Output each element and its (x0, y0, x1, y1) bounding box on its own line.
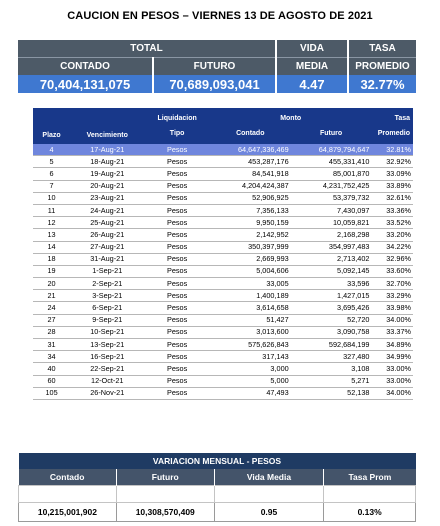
cell-futuro: 85,001,870 (291, 168, 372, 180)
cell-contado: 4,204,424,387 (210, 180, 291, 192)
monthly-header-contado: Contado (19, 469, 117, 486)
cell-vencimiento: 16-Sep-21 (70, 351, 144, 363)
cell-vencimiento: 23-Aug-21 (70, 192, 144, 204)
cell-futuro: 455,331,410 (291, 156, 372, 168)
cell-plazo: 6 (33, 168, 70, 180)
cell-plazo: 11 (33, 204, 70, 216)
cell-contado: 33,005 (210, 278, 291, 290)
cell-contado: 51,427 (210, 314, 291, 326)
cell-futuro: 3,108 (291, 363, 372, 375)
cell-contado: 2,669,993 (210, 253, 291, 265)
monthly-header-vida: Vida Media (214, 469, 324, 486)
cell-tipo: Pesos (144, 290, 210, 302)
cell-vencimiento: 13-Sep-21 (70, 339, 144, 351)
monthly-contado-value: 10,215,001,902 (19, 503, 117, 522)
monthly-header-tasa: Tasa Prom (324, 469, 416, 486)
cell-contado: 84,541,918 (210, 168, 291, 180)
cell-plazo: 27 (33, 314, 70, 326)
header-monto: Monto (210, 108, 372, 122)
cell-tasa: 33.98% (371, 302, 413, 314)
cell-contado: 317,143 (210, 351, 291, 363)
cell-vencimiento: 10-Sep-21 (70, 326, 144, 338)
cell-plazo: 19 (33, 265, 70, 277)
monthly-title: VARIACION MENSUAL - PESOS (19, 453, 416, 469)
cell-futuro: 4,231,752,425 (291, 180, 372, 192)
cell-contado: 3,013,600 (210, 326, 291, 338)
cell-contado: 575,626,843 (210, 339, 291, 351)
cell-futuro: 354,997,483 (291, 241, 372, 253)
cell-futuro: 7,430,097 (291, 204, 372, 216)
table-row (33, 229, 413, 241)
cell-tipo: Pesos (144, 314, 210, 326)
table-row (33, 387, 413, 399)
cell-futuro: 1,427,015 (291, 290, 372, 302)
table-row (33, 192, 413, 204)
cell-plazo: 20 (33, 278, 70, 290)
table-row (33, 156, 413, 168)
table-row (33, 265, 413, 277)
cell-tipo: Pesos (144, 229, 210, 241)
cell-contado: 7,356,133 (210, 204, 291, 216)
cell-plazo: 28 (33, 326, 70, 338)
table-row (33, 363, 413, 375)
cell-tipo: Pesos (144, 204, 210, 216)
cell-tasa: 32.96% (371, 253, 413, 265)
cell-tipo: Pesos (144, 278, 210, 290)
cell-vencimiento: 1-Sep-21 (70, 265, 144, 277)
tasa-promedio-value: 32.77% (348, 75, 416, 93)
cell-vencimiento: 22-Sep-21 (70, 363, 144, 375)
table-row (33, 375, 413, 387)
cell-plazo: 13 (33, 229, 70, 241)
promedio-label: PROMEDIO (348, 58, 416, 76)
vida-label: VIDA (276, 40, 348, 58)
cell-vencimiento: 18-Aug-21 (70, 156, 144, 168)
cell-futuro: 52,720 (291, 314, 372, 326)
cell-vencimiento: 31-Aug-21 (70, 253, 144, 265)
caucion-table (33, 108, 413, 400)
cell-contado: 1,400,189 (210, 290, 291, 302)
cell-contado: 5,000 (210, 375, 291, 387)
cell-vencimiento: 12-Oct-21 (70, 375, 144, 387)
table-row (33, 290, 413, 302)
cell-plazo: 4 (33, 144, 70, 156)
cell-tipo: Pesos (144, 375, 210, 387)
cell-plazo: 21 (33, 290, 70, 302)
table-row (33, 314, 413, 326)
cell-plazo: 14 (33, 241, 70, 253)
table-row (33, 302, 413, 314)
tasa-label: TASA (348, 40, 416, 58)
cell-futuro: 327,480 (291, 351, 372, 363)
cell-plazo: 40 (33, 363, 70, 375)
cell-tipo: Pesos (144, 156, 210, 168)
cell-tipo: Pesos (144, 302, 210, 314)
table-row (33, 180, 413, 192)
summary-table (18, 40, 416, 93)
cell-tasa: 32.70% (371, 278, 413, 290)
total-label: TOTAL (18, 40, 276, 58)
cell-contado: 47,493 (210, 387, 291, 399)
cell-futuro: 33,596 (291, 278, 372, 290)
cell-futuro: 5,092,145 (291, 265, 372, 277)
cell-tipo: Pesos (144, 180, 210, 192)
cell-tipo: Pesos (144, 265, 210, 277)
cell-tipo: Pesos (144, 339, 210, 351)
cell-tasa: 33.09% (371, 168, 413, 180)
table-row (33, 326, 413, 338)
cell-tasa: 33.00% (371, 363, 413, 375)
cell-tasa: 34.22% (371, 241, 413, 253)
cell-tasa: 34.89% (371, 339, 413, 351)
cell-contado: 52,906,925 (210, 192, 291, 204)
cell-tipo: Pesos (144, 253, 210, 265)
header-tipo: Tipo (144, 122, 210, 144)
header-vencimiento: Vencimiento (70, 108, 144, 144)
monthly-header-futuro: Futuro (116, 469, 214, 486)
table-row (33, 144, 413, 156)
header-futuro: Futuro (291, 122, 372, 144)
cell-tasa: 34.99% (371, 351, 413, 363)
cell-vencimiento: 9-Sep-21 (70, 314, 144, 326)
cell-tasa: 32.81% (371, 144, 413, 156)
cell-plazo: 7 (33, 180, 70, 192)
cell-tasa: 33.20% (371, 229, 413, 241)
cell-tasa: 33.52% (371, 217, 413, 229)
cell-plazo: 31 (33, 339, 70, 351)
cell-plazo: 10 (33, 192, 70, 204)
table-row (33, 217, 413, 229)
futuro-label: FUTURO (153, 58, 276, 76)
monthly-tasa-value: 0.13% (324, 503, 416, 522)
contado-label: CONTADO (18, 58, 153, 76)
cell-futuro: 2,168,298 (291, 229, 372, 241)
cell-contado: 453,287,176 (210, 156, 291, 168)
cell-plazo: 34 (33, 351, 70, 363)
cell-contado: 9,950,159 (210, 217, 291, 229)
cell-tipo: Pesos (144, 168, 210, 180)
cell-tipo: Pesos (144, 351, 210, 363)
page-title: CAUCION EN PESOS – VIERNES 13 DE AGOSTO DE 2021 (67, 10, 373, 22)
monthly-variation-table (18, 453, 416, 522)
cell-vencimiento: 26-Aug-21 (70, 229, 144, 241)
cell-contado: 350,397,999 (210, 241, 291, 253)
cell-tasa: 32.61% (371, 192, 413, 204)
cell-plazo: 5 (33, 156, 70, 168)
cell-plazo: 18 (33, 253, 70, 265)
cell-tasa: 33.36% (371, 204, 413, 216)
cell-vencimiento: 17-Aug-21 (70, 144, 144, 156)
cell-tasa: 33.60% (371, 265, 413, 277)
cell-tasa: 33.37% (371, 326, 413, 338)
futuro-total: 70,689,093,041 (153, 75, 276, 93)
cell-contado: 3,000 (210, 363, 291, 375)
cell-contado: 3,614,658 (210, 302, 291, 314)
cell-contado: 2,142,952 (210, 229, 291, 241)
cell-vencimiento: 2-Sep-21 (70, 278, 144, 290)
header-contado: Contado (210, 122, 291, 144)
vida-media-value: 4.47 (276, 75, 348, 93)
cell-tasa: 32.92% (371, 156, 413, 168)
cell-vencimiento: 20-Aug-21 (70, 180, 144, 192)
cell-tasa: 34.00% (371, 387, 413, 399)
cell-plazo: 12 (33, 217, 70, 229)
cell-tipo: Pesos (144, 144, 210, 156)
cell-tasa: 34.00% (371, 314, 413, 326)
table-row (33, 339, 413, 351)
cell-futuro: 52,138 (291, 387, 372, 399)
cell-futuro: 53,379,732 (291, 192, 372, 204)
monthly-vida-value: 0.95 (214, 503, 324, 522)
table-row (33, 168, 413, 180)
cell-futuro: 3,090,758 (291, 326, 372, 338)
table-row (33, 253, 413, 265)
cell-tipo: Pesos (144, 217, 210, 229)
cell-tipo: Pesos (144, 192, 210, 204)
cell-contado: 64,647,336,469 (210, 144, 291, 156)
header-liquidacion: Liquidacion (144, 108, 210, 122)
monthly-futuro-value: 10,308,570,409 (116, 503, 214, 522)
cell-tasa: 33.89% (371, 180, 413, 192)
cell-vencimiento: 6-Sep-21 (70, 302, 144, 314)
cell-tipo: Pesos (144, 363, 210, 375)
cell-futuro: 2,713,402 (291, 253, 372, 265)
table-row (33, 204, 413, 216)
cell-tasa: 33.29% (371, 290, 413, 302)
cell-contado: 5,004,606 (210, 265, 291, 277)
cell-vencimiento: 27-Aug-21 (70, 241, 144, 253)
table-row (33, 278, 413, 290)
header-promedio: Promedio (371, 122, 413, 144)
cell-plazo: 24 (33, 302, 70, 314)
cell-futuro: 592,684,199 (291, 339, 372, 351)
table-row (33, 241, 413, 253)
cell-vencimiento: 19-Aug-21 (70, 168, 144, 180)
cell-vencimiento: 25-Aug-21 (70, 217, 144, 229)
cell-futuro: 5,271 (291, 375, 372, 387)
cell-vencimiento: 24-Aug-21 (70, 204, 144, 216)
cell-plazo: 60 (33, 375, 70, 387)
cell-futuro: 64,879,794,647 (291, 144, 372, 156)
cell-vencimiento: 26-Nov-21 (70, 387, 144, 399)
cell-futuro: 10,059,821 (291, 217, 372, 229)
contado-total: 70,404,131,075 (18, 75, 153, 93)
header-plazo: Plazo (33, 108, 70, 144)
media-label: MEDIA (276, 58, 348, 76)
cell-futuro: 3,695,426 (291, 302, 372, 314)
header-tasa: Tasa (371, 108, 413, 122)
cell-tipo: Pesos (144, 241, 210, 253)
cell-plazo: 105 (33, 387, 70, 399)
cell-tipo: Pesos (144, 326, 210, 338)
cell-tasa: 33.00% (371, 375, 413, 387)
cell-tipo: Pesos (144, 387, 210, 399)
table-row (33, 351, 413, 363)
cell-vencimiento: 3-Sep-21 (70, 290, 144, 302)
